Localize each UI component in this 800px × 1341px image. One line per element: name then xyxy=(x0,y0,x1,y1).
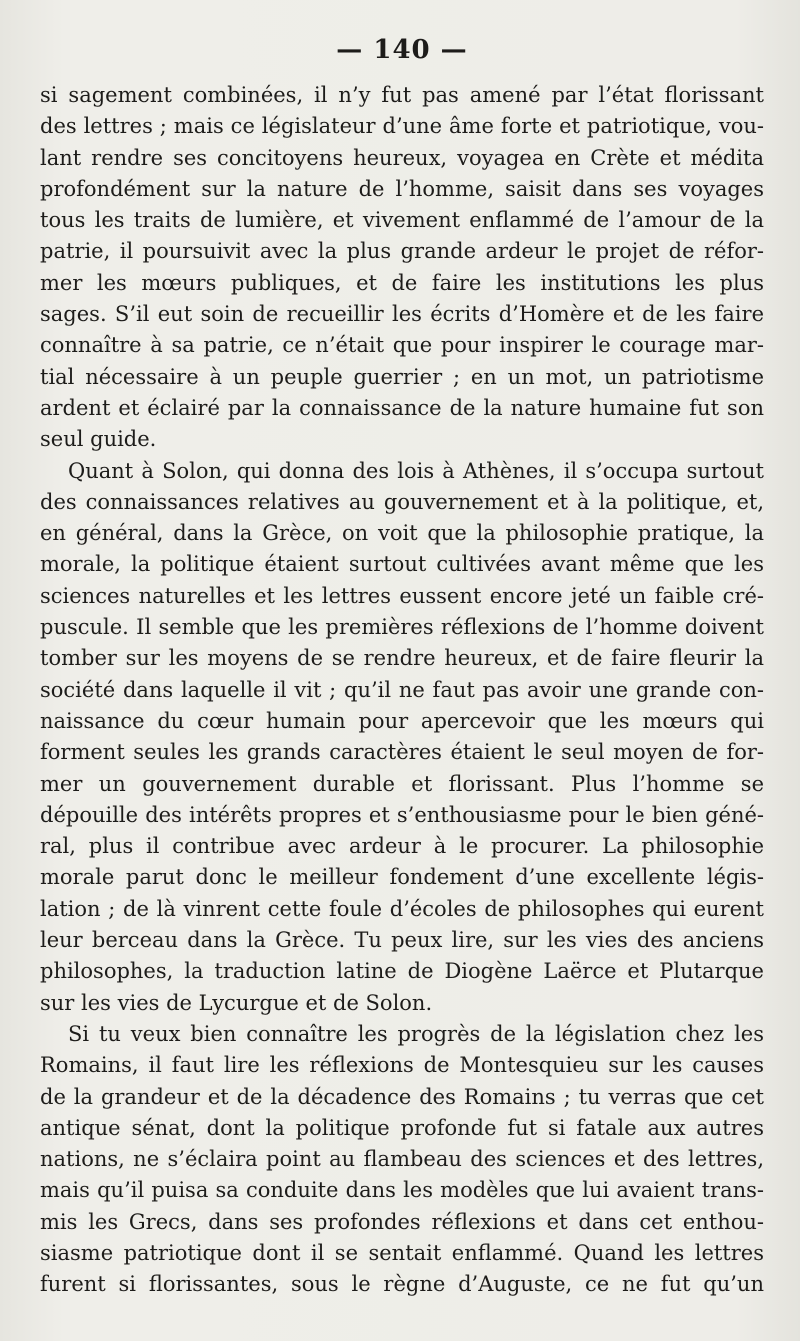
text-line: furent si florissantes, sous le règne d’Auguste, ce ne fut qu’un xyxy=(40,1272,764,1297)
text-line: tous les traits de lumière, et vivement enflammé de l’amour de la xyxy=(40,208,764,233)
text-line: dépouille des intérêts propres et s’enthousiasme pour le bien géné- xyxy=(40,802,764,827)
body-text xyxy=(40,80,764,1301)
text-line: antique sénat, dont la politique profonde fut si fatale aux autres xyxy=(40,1115,764,1140)
text-line: si sagement combinées, il n’y fut pas amené par l’état florissant xyxy=(40,83,764,107)
text-line: philosophes, la traduction latine de Diogène Laërce et Plutarque xyxy=(40,959,764,984)
text-line: lation ; de là vinrent cette foule d’écoles de philosophes qui eurent xyxy=(40,896,764,921)
text-line: nations, ne s’éclaira point au flambeau des sciences et des lettres, xyxy=(40,1147,764,1172)
text-line: Romains, il faut lire les réflexions de Montesquieu sur les causes xyxy=(40,1053,764,1078)
text-line: siasme patriotique dont il se sentait enflammé. Quand les lettres xyxy=(40,1240,764,1265)
text-line: tomber sur les moyens de se rendre heureux, et de faire fleurir la xyxy=(40,646,764,671)
text-line: sciences naturelles et les lettres eussent encore jeté un faible cré- xyxy=(40,583,764,608)
text-line: mer les mœurs publiques, et de faire les institutions les plus xyxy=(40,270,764,295)
text-line: forment seules les grands caractères étaient le seul moyen de for- xyxy=(40,740,764,765)
text-line: connaître à sa patrie, ce n’était que pour inspirer le courage mar- xyxy=(40,333,764,358)
paragraph-start-line: Si tu veux bien connaître les progrès de la législation chez les xyxy=(68,1021,764,1046)
paragraph-start-line: Quant à Solon, qui donna des lois à Athènes, il s’occupa surtout xyxy=(68,458,764,483)
text-line: morale, la politique étaient surtout cultivées avant même que les xyxy=(40,552,764,577)
page-number: — 140 — xyxy=(336,35,468,65)
paragraph-end-line: seul guide. xyxy=(40,427,157,452)
text-line: leur berceau dans la Grèce. Tu peux lire, sur les vies des anciens xyxy=(40,928,764,953)
text-line: profondément sur la nature de l’homme, saisit dans ses voyages xyxy=(40,176,764,201)
text-line: naissance du cœur humain pour apercevoir que les mœurs qui xyxy=(40,708,764,733)
text-line: tial nécessaire à un peuple guerrier ; en un mot, un patriotisme xyxy=(40,364,764,389)
text-line: morale parut donc le meilleur fondement d’une excellente légis- xyxy=(40,865,764,890)
text-line: sages. S’il eut soin de recueillir les écrits d’Homère et de les faire xyxy=(40,302,764,327)
text-line: puscule. Il semble que les premières réflexions de l’homme doivent xyxy=(40,615,764,640)
text-line: ardent et éclairé par la connaissance de la nature humaine fut son xyxy=(40,395,764,420)
text-line: lant rendre ses concitoyens heureux, voyagea en Crète et médita xyxy=(40,145,764,170)
text-line: mis les Grecs, dans ses profondes réflexions et dans cet enthou- xyxy=(40,1209,764,1234)
text-line: mais qu’il puisa sa conduite dans les modèles que lui avaient trans- xyxy=(40,1178,764,1203)
text-line: ral, plus il contribue avec ardeur à le procurer. La philosophie xyxy=(40,834,764,859)
text-line: en général, dans la Grèce, on voit que la philosophie pratique, la xyxy=(40,521,764,546)
text-line: des connaissances relatives au gouvernement et à la politique, et, xyxy=(40,489,764,514)
text-line: de la grandeur et de la décadence des Romains ; tu verras que cet xyxy=(40,1084,764,1109)
paragraph-end-line: sur les vies de Lycurgue et de Solon. xyxy=(40,990,433,1015)
text-line: des lettres ; mais ce législateur d’une âme forte et patriotique, vou- xyxy=(40,114,764,139)
text-line: société dans laquelle il vit ; qu’il ne faut pas avoir une grande con- xyxy=(40,677,764,702)
text-line: mer un gouvernement durable et florissant. Plus l’homme se xyxy=(40,771,764,796)
text-line: patrie, il poursuivit avec la plus grande ardeur le projet de réfor- xyxy=(40,239,764,264)
